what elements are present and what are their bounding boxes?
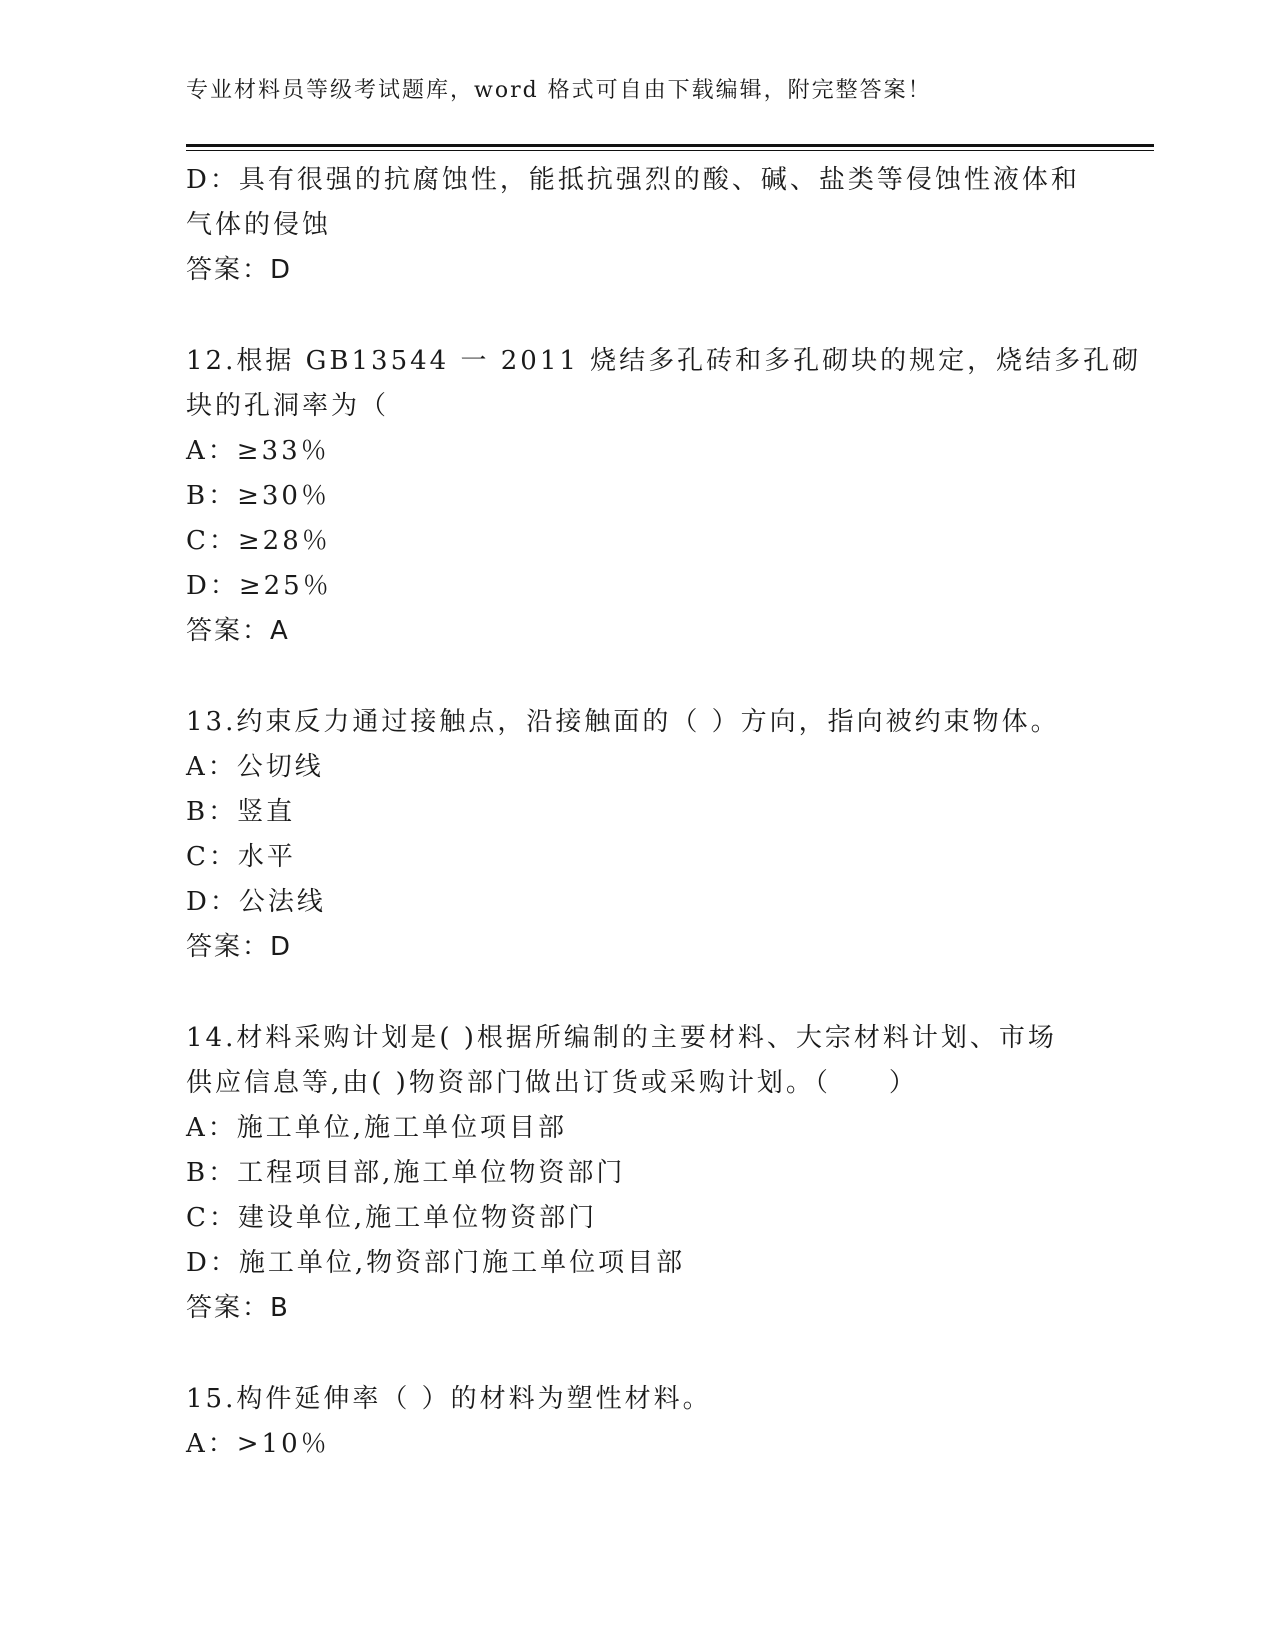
option-d: D：公法线 xyxy=(186,887,326,917)
answer-line: 答案：D xyxy=(186,932,293,962)
option-d: D：≥25％ xyxy=(186,571,332,601)
question-block xyxy=(186,339,1142,654)
question-block xyxy=(186,1377,1086,1467)
option-d: D：施工单位,物资部门施工单位项目部 xyxy=(186,1248,686,1278)
question-line: 气体的侵蚀 xyxy=(186,210,332,240)
option-b: B：≥30％ xyxy=(186,481,330,511)
question-line: D：具有很强的抗腐蚀性，能抵抗强烈的酸、碱、盐类等侵蚀性液体和 xyxy=(186,165,1080,195)
question-text: 块的孔洞率为（ xyxy=(186,391,390,421)
question-text: 14.材料采购计划是( )根据所编制的主要材料、大宗材料计划、市场 xyxy=(186,1023,1057,1053)
option-c: C：水平 xyxy=(186,842,296,872)
option-a: A：>10％ xyxy=(186,1429,330,1459)
spacer xyxy=(186,1331,1086,1377)
question-list xyxy=(186,158,1142,1467)
question-block xyxy=(186,1016,1086,1331)
spacer xyxy=(186,970,1086,1016)
question-text: 供应信息等,由( )物资部门做出订货或采购计划。（ ） xyxy=(186,1068,918,1098)
answer-line: 答案：B xyxy=(186,1293,290,1323)
answer-line: 答案：D xyxy=(186,255,293,285)
header-rule-thick xyxy=(186,144,1154,147)
option-c: C：≥28％ xyxy=(186,526,331,556)
answer-line: 答案：A xyxy=(186,616,290,646)
option-a: A：公切线 xyxy=(186,752,324,782)
option-c: C：建设单位,施工单位物资部门 xyxy=(186,1203,598,1233)
spacer xyxy=(186,654,1086,700)
question-block xyxy=(186,700,1086,970)
option-a: A：施工单位,施工单位项目部 xyxy=(186,1113,568,1143)
option-b: B：工程项目部,施工单位物资部门 xyxy=(186,1158,626,1188)
spacer xyxy=(186,293,1086,339)
option-b: B：竖直 xyxy=(186,797,296,827)
document-header: 专业材料员等级考试题库，word 格式可自由下载编辑，附完整答案！ xyxy=(186,78,932,103)
question-text: 13.约束反力通过接触点，沿接触面的（ ）方向，指向被约束物体。 xyxy=(186,707,1060,737)
header-rule-thin xyxy=(186,150,1154,151)
question-block xyxy=(186,158,1086,293)
question-text: 12.根据 GB13544 一 2011 烧结多孔砖和多孔砌块的规定，烧结多孔砌 xyxy=(186,346,1142,376)
question-text: 15.构件延伸率（ ）的材料为塑性材料。 xyxy=(186,1384,712,1414)
option-a: A：≥33％ xyxy=(186,436,330,466)
